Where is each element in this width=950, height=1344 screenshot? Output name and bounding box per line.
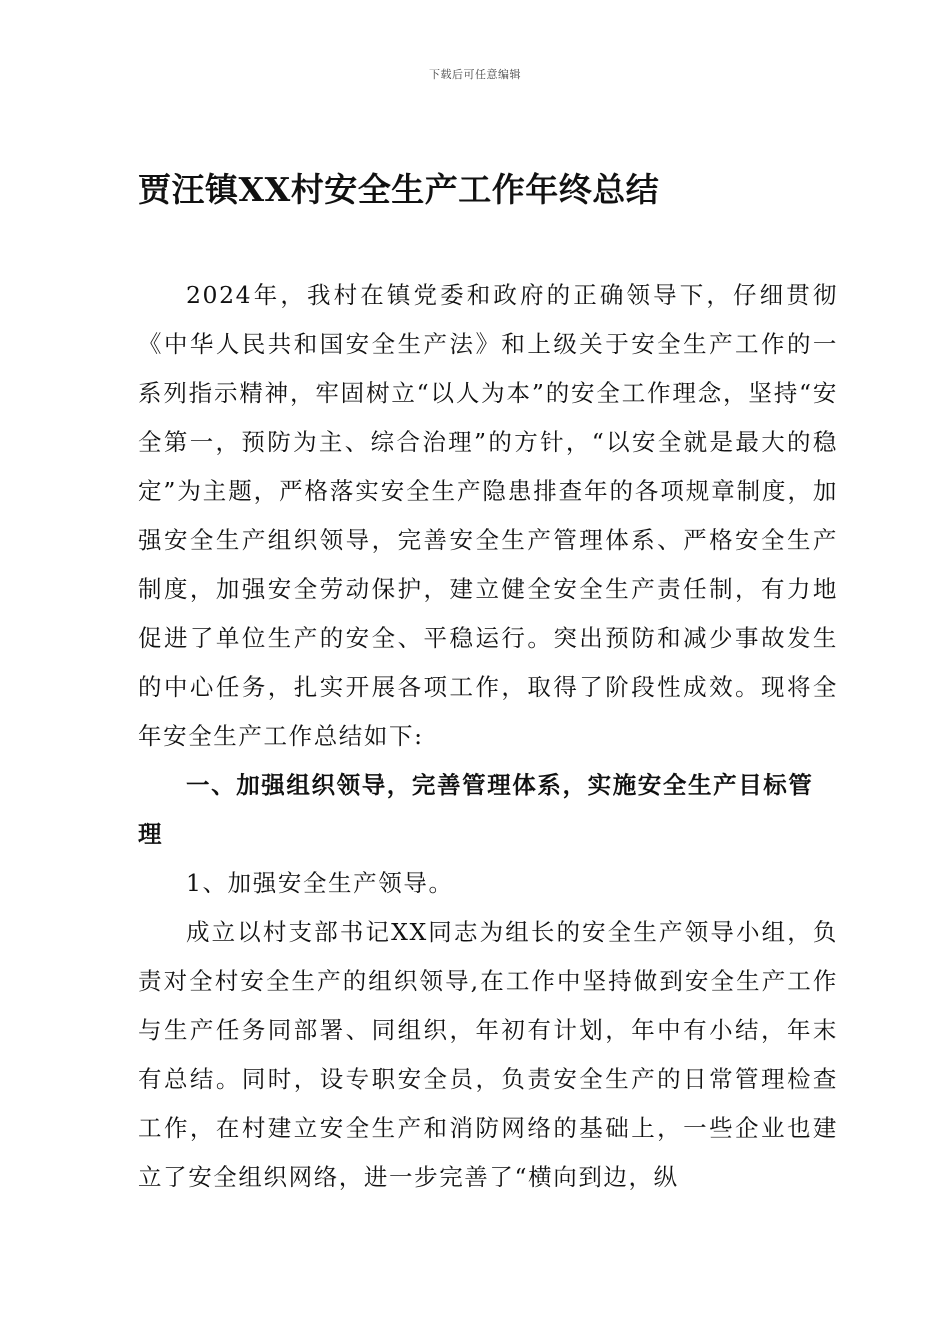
document-title: 贾汪镇XX村安全生产工作年终总结: [138, 170, 660, 209]
section-heading-1: 一、加强组织领导，完善管理体系，实施安全生产目标管理: [138, 771, 814, 848]
subsection-heading-1-1: 1、加强安全生产领导。: [186, 869, 454, 897]
header-note: 下载后可任意编辑: [429, 68, 521, 81]
document-body: [138, 271, 838, 1202]
intro-paragraph: 2024年，我村在镇党委和政府的正确领导下，仔细贯彻《中华人民共和国安全生产法》和上级关于安全生产工作的一系列指示精神，牢固树立“以人为本”的安全工作理念，坚持“安全第一，预防为主、综合治理”的方针，“以安全就是最大的稳定”为主题，严格落实安全生产隐患排查年的各项规章制度，加强安全生产组织领导，完善安全生产管理体系、严格安全生产制度，加强安全劳动保护，建立健全安全生产责任制，有力地促进了单位生产的安全、平稳运行。突出预防和减少事故发生的中心任务，扎实开展各项工作，取得了阶段性成效。现将全年安全生产工作总结如下:: [138, 281, 838, 750]
paragraph-1-1: 成立以村支部书记XX同志为组长的安全生产领导小组，负责对全村安全生产的组织领导,在工作中坚持做到安全生产工作与生产任务同部署、同组织，年初有计划，年中有小结，年末有总结。同时，设专职安全员，负责安全生产的日常管理检查工作，在村建立安全生产和消防网络的基础上，一些企业也建立了安全组织网络，进一步完善了“横向到边，纵: [138, 918, 838, 1191]
